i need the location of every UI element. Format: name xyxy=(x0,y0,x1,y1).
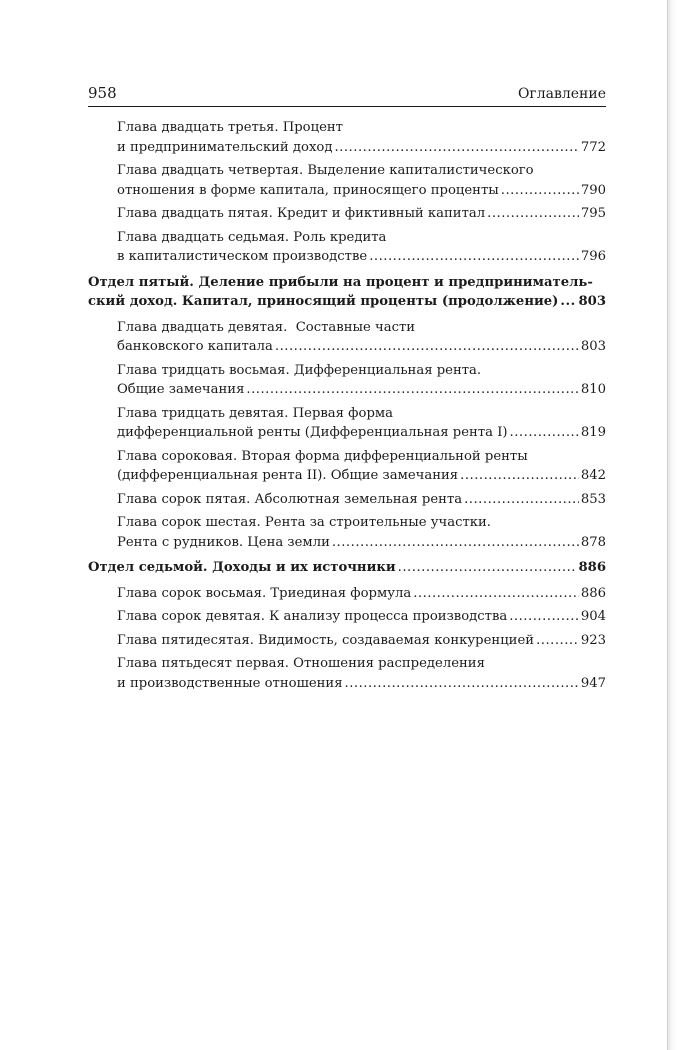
dot-leader xyxy=(501,181,579,201)
toc-entry-title: Глава сорок девятая. К анализу процесса производства xyxy=(117,609,508,624)
toc-entry[interactable] xyxy=(88,631,606,651)
toc-entry-title: ский доход. Капитал, приносящий проценты (продолжение) xyxy=(88,294,559,309)
toc-entry-line: Глава двадцать третья. Процент xyxy=(117,120,343,135)
toc-entry[interactable] xyxy=(88,513,606,552)
toc-page-number: 819 xyxy=(580,425,606,440)
toc-entry-title: (дифференциальная рента II). Общие замечания xyxy=(117,468,459,483)
toc-page-number: 904 xyxy=(580,609,606,624)
toc-entry-line: Глава тридцать девятая. Первая форма xyxy=(117,405,394,421)
toc-page-number: 803 xyxy=(580,339,606,354)
toc-page-number: 810 xyxy=(580,382,606,397)
toc-page-number: 772 xyxy=(580,139,606,155)
toc-entry-title: и производственные отношения xyxy=(117,675,343,691)
toc-page-number: 853 xyxy=(580,491,606,507)
toc-page-number: 790 xyxy=(580,182,606,198)
toc-entry-line: Глава тридцать восьмая. Дифференциальная рента. xyxy=(117,362,482,378)
running-title: Оглавление xyxy=(517,86,606,102)
toc-entry[interactable] xyxy=(88,490,606,510)
toc-entry[interactable] xyxy=(88,118,606,157)
toc-entry-line: Глава сорок шестая. Рента за строительные участки. xyxy=(117,515,492,530)
dot-leader xyxy=(332,533,579,553)
dot-leader xyxy=(334,138,578,158)
toc-entry-title: Глава сорок пятая. Абсолютная земельная рента xyxy=(117,491,463,507)
dot-leader xyxy=(536,631,579,651)
toc-section-entry[interactable] xyxy=(88,558,606,578)
toc-entry-title: Глава пятидесятая. Видимость, создаваемая конкуренцией xyxy=(117,632,535,648)
dot-leader xyxy=(275,337,579,357)
toc-page-number: 947 xyxy=(580,675,606,691)
toc-section-title: Отдел пятый. Деление прибыли на процент и предприниматель- xyxy=(88,274,593,290)
toc-entry[interactable] xyxy=(88,361,606,400)
dot-leader xyxy=(487,204,579,224)
toc-entry-title: банковского капитала xyxy=(117,339,273,354)
dot-leader xyxy=(464,490,579,510)
toc-entry[interactable] xyxy=(88,584,606,604)
toc-page-number: 842 xyxy=(580,468,606,483)
dot-leader xyxy=(509,607,579,627)
toc-entry-title: Рента с рудников. Цена земли xyxy=(117,534,330,550)
table-of-contents xyxy=(88,118,606,697)
toc-page-number: 803 xyxy=(578,294,606,309)
toc-entry[interactable] xyxy=(88,204,606,224)
toc-entry-title: в капиталистическом производстве xyxy=(117,249,368,264)
toc-entry-title: дифференциальной ренты (Дифференциальная рента I) xyxy=(117,425,508,440)
dot-leader xyxy=(369,247,579,267)
toc-entry[interactable] xyxy=(88,228,606,267)
page-edge xyxy=(667,0,677,1050)
toc-entry-title: Глава двадцать пятая. Кредит и фиктивный капитал xyxy=(117,206,486,221)
toc-page-number: 923 xyxy=(580,632,606,648)
toc-entry[interactable] xyxy=(88,447,606,486)
toc-entry-title: отношения в форме капитала, приносящего проценты xyxy=(117,182,499,198)
dot-leader xyxy=(560,292,576,312)
toc-entry[interactable] xyxy=(88,161,606,200)
toc-entry[interactable] xyxy=(88,318,606,357)
toc-page-number: 795 xyxy=(580,206,606,221)
toc-page-number: 796 xyxy=(580,249,606,264)
toc-entry-line: Глава двадцать четвертая. Выделение капиталистического xyxy=(117,163,534,178)
toc-entry-line: Глава двадцать седьмая. Роль кредита xyxy=(117,229,387,245)
toc-entry-title: Общие замечания xyxy=(117,382,245,397)
toc-entry-title: Глава сорок восьмая. Триединая формула xyxy=(117,585,412,601)
toc-entry[interactable] xyxy=(88,404,606,443)
toc-entry-title: и предпринимательский доход xyxy=(117,139,333,155)
toc-section-entry[interactable] xyxy=(88,273,606,312)
dot-leader xyxy=(460,466,579,486)
toc-entry-line: Глава сороковая. Вторая форма дифференциальной ренты xyxy=(117,448,528,464)
dot-leader xyxy=(510,423,579,443)
dot-leader xyxy=(398,558,577,578)
page-number: 958 xyxy=(88,84,117,102)
toc-page-number: 878 xyxy=(580,534,606,550)
toc-section-title: Отдел седьмой. Доходы и их источники xyxy=(88,560,396,575)
dot-leader xyxy=(345,674,579,694)
dot-leader xyxy=(246,380,578,400)
toc-page-number: 886 xyxy=(578,560,606,575)
toc-page-number: 886 xyxy=(580,585,606,601)
dot-leader xyxy=(413,584,579,604)
toc-entry-line: Глава пятьдесят первая. Отношения распределения xyxy=(117,656,485,671)
running-header xyxy=(88,84,606,107)
toc-entry[interactable] xyxy=(88,654,606,693)
toc-entry[interactable] xyxy=(88,607,606,627)
toc-entry-line: Глава двадцать девятая. Составные части xyxy=(117,319,416,335)
